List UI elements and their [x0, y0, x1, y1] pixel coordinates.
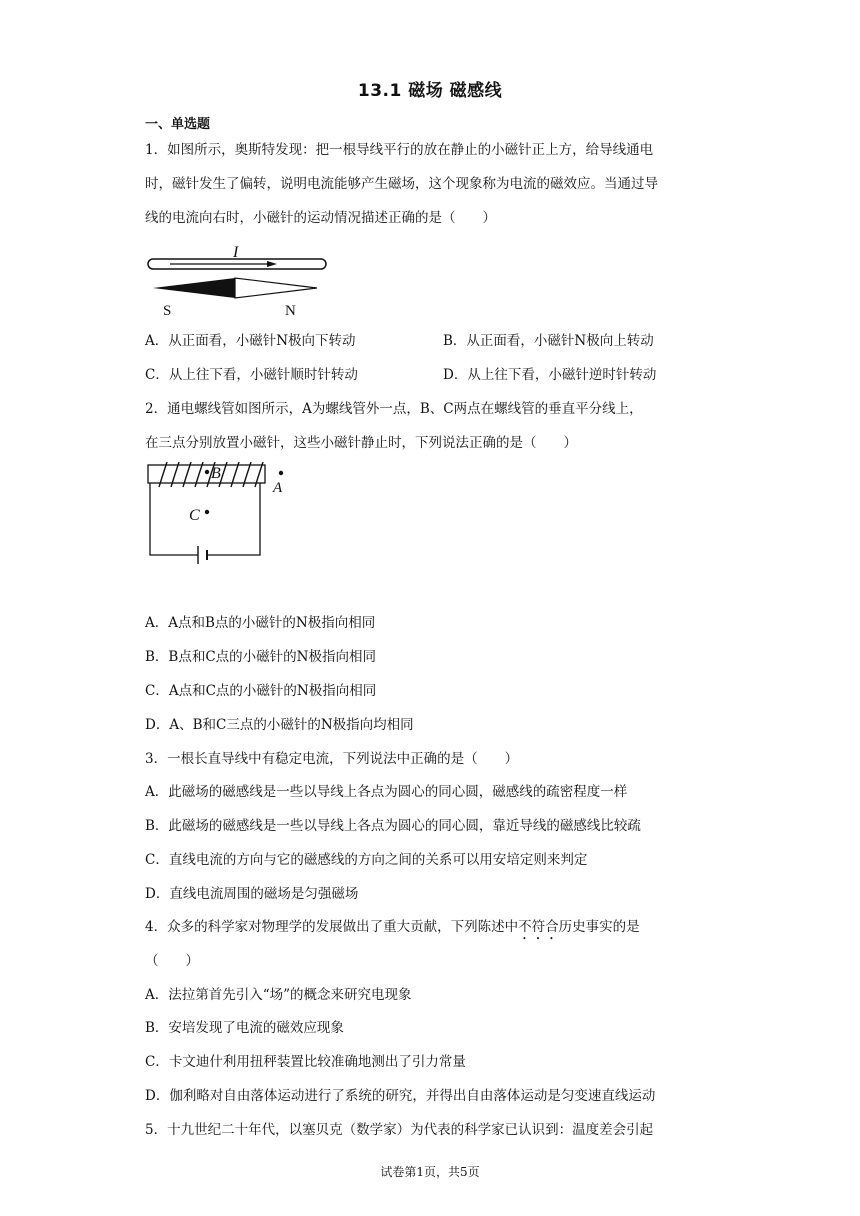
q4-stem-line-2: （ ）: [145, 953, 199, 969]
q1-stem-line-1: 1．如图所示，奥斯特发现：把一根导线平行的放在静止的小磁针正上方，给导线通电: [145, 142, 654, 158]
q1-figure-wire-and-compass: [145, 240, 330, 320]
page-footer: 试卷第1页，共5页: [380, 1165, 480, 1179]
q3-option-b: B．此磁场的磁感线是一些以导线上各点为圆心的同心圆，靠近导线的磁感线比较疏: [145, 818, 641, 834]
q2-option-a: A．A点和B点的小磁针的N极指向相同: [145, 615, 376, 631]
q4-option-c: C．卡文迪什利用扭秤装置比较准确地测出了引力常量: [145, 1054, 466, 1070]
q3-option-a: A．此磁场的磁感线是一些以导线上各点为圆心的同心圆，磁感线的疏密程度一样: [145, 784, 628, 800]
south-pole-label: S: [163, 303, 172, 319]
label-c: C: [189, 507, 200, 524]
point-b-dot: [205, 470, 209, 474]
q3-option-c: C．直线电流的方向与它的磁感线的方向之间的关系可以用安培定则来判定: [145, 852, 588, 868]
q3-option-d: D．直线电流周围的磁场是匀强磁场: [145, 886, 359, 902]
section-heading: 一、单选题: [145, 117, 211, 132]
q2-option-d: D．A、B和C三点的小磁针的N极指向均相同: [145, 717, 414, 733]
q2-stem-line-1: 2．通电螺线管如图所示，A为螺线管外一点，B、C两点在螺线管的垂直平分线上，: [145, 401, 643, 417]
current-label: I: [233, 244, 239, 261]
q2-option-b: B．B点和C点的小磁针的N极指向相同: [145, 649, 376, 665]
q2-figure-solenoid-circuit: [145, 460, 295, 570]
compass-north-half: [235, 278, 317, 298]
q1-option-d: D．从上往下看，小磁针逆时针转动: [443, 367, 657, 383]
circuit-wire: [150, 483, 260, 555]
q1-stem-line-3: 线的电流向右时，小磁针的运动情况描述正确的是（ ）: [145, 210, 496, 226]
q1-option-b: B．从正面看，小磁针N极向上转动: [443, 333, 654, 349]
q4-option-a: A．法拉第首先引入“场”的概念来研究电现象: [145, 987, 412, 1003]
page-title: 13.1 磁场 磁感线: [357, 81, 503, 101]
q1-stem-line-2: 时，磁针发生了偏转，说明电流能够产生磁场，这个现象称为电流的磁效应。当通过导: [145, 176, 658, 192]
q3-stem: 3．一根长直导线中有稳定电流，下列说法中正确的是（ ）: [145, 751, 519, 767]
q4-stem-emphasis: 不符合: [518, 919, 559, 935]
q4-stem-post: 历史事实的是: [558, 919, 640, 935]
label-a: A: [273, 480, 283, 496]
q4-stem-pre: 4．众多的科学家对物理学的发展做出了重大贡献，下列陈述中: [145, 919, 519, 935]
q2-stem-line-2: 在三点分别放置小磁针，这些小磁针静止时，下列说法正确的是（ ）: [145, 435, 577, 451]
q4-option-d: D．伽利略对自由落体运动进行了系统的研究，并得出自由落体运动是匀变速直线运动: [145, 1088, 656, 1104]
label-b: B: [211, 465, 221, 482]
compass-south-half: [153, 278, 235, 298]
point-c-dot: [205, 510, 209, 514]
q1-option-c: C．从上往下看，小磁针顺时针转动: [145, 367, 358, 383]
north-pole-label: N: [285, 303, 296, 319]
q1-option-a: A．从正面看，小磁针N极向下转动: [145, 333, 356, 349]
point-a-dot: [279, 471, 283, 475]
q5-stem: 5．十九世纪二十年代，以塞贝克（数学家）为代表的科学家已认识到：温度差会引起: [145, 1122, 654, 1138]
q4-stem-line-1: [145, 917, 640, 943]
q2-option-c: C．A点和C点的小磁针的N极指向相同: [145, 683, 377, 699]
q4-option-b: B．安培发现了电流的磁效应现象: [145, 1020, 344, 1036]
